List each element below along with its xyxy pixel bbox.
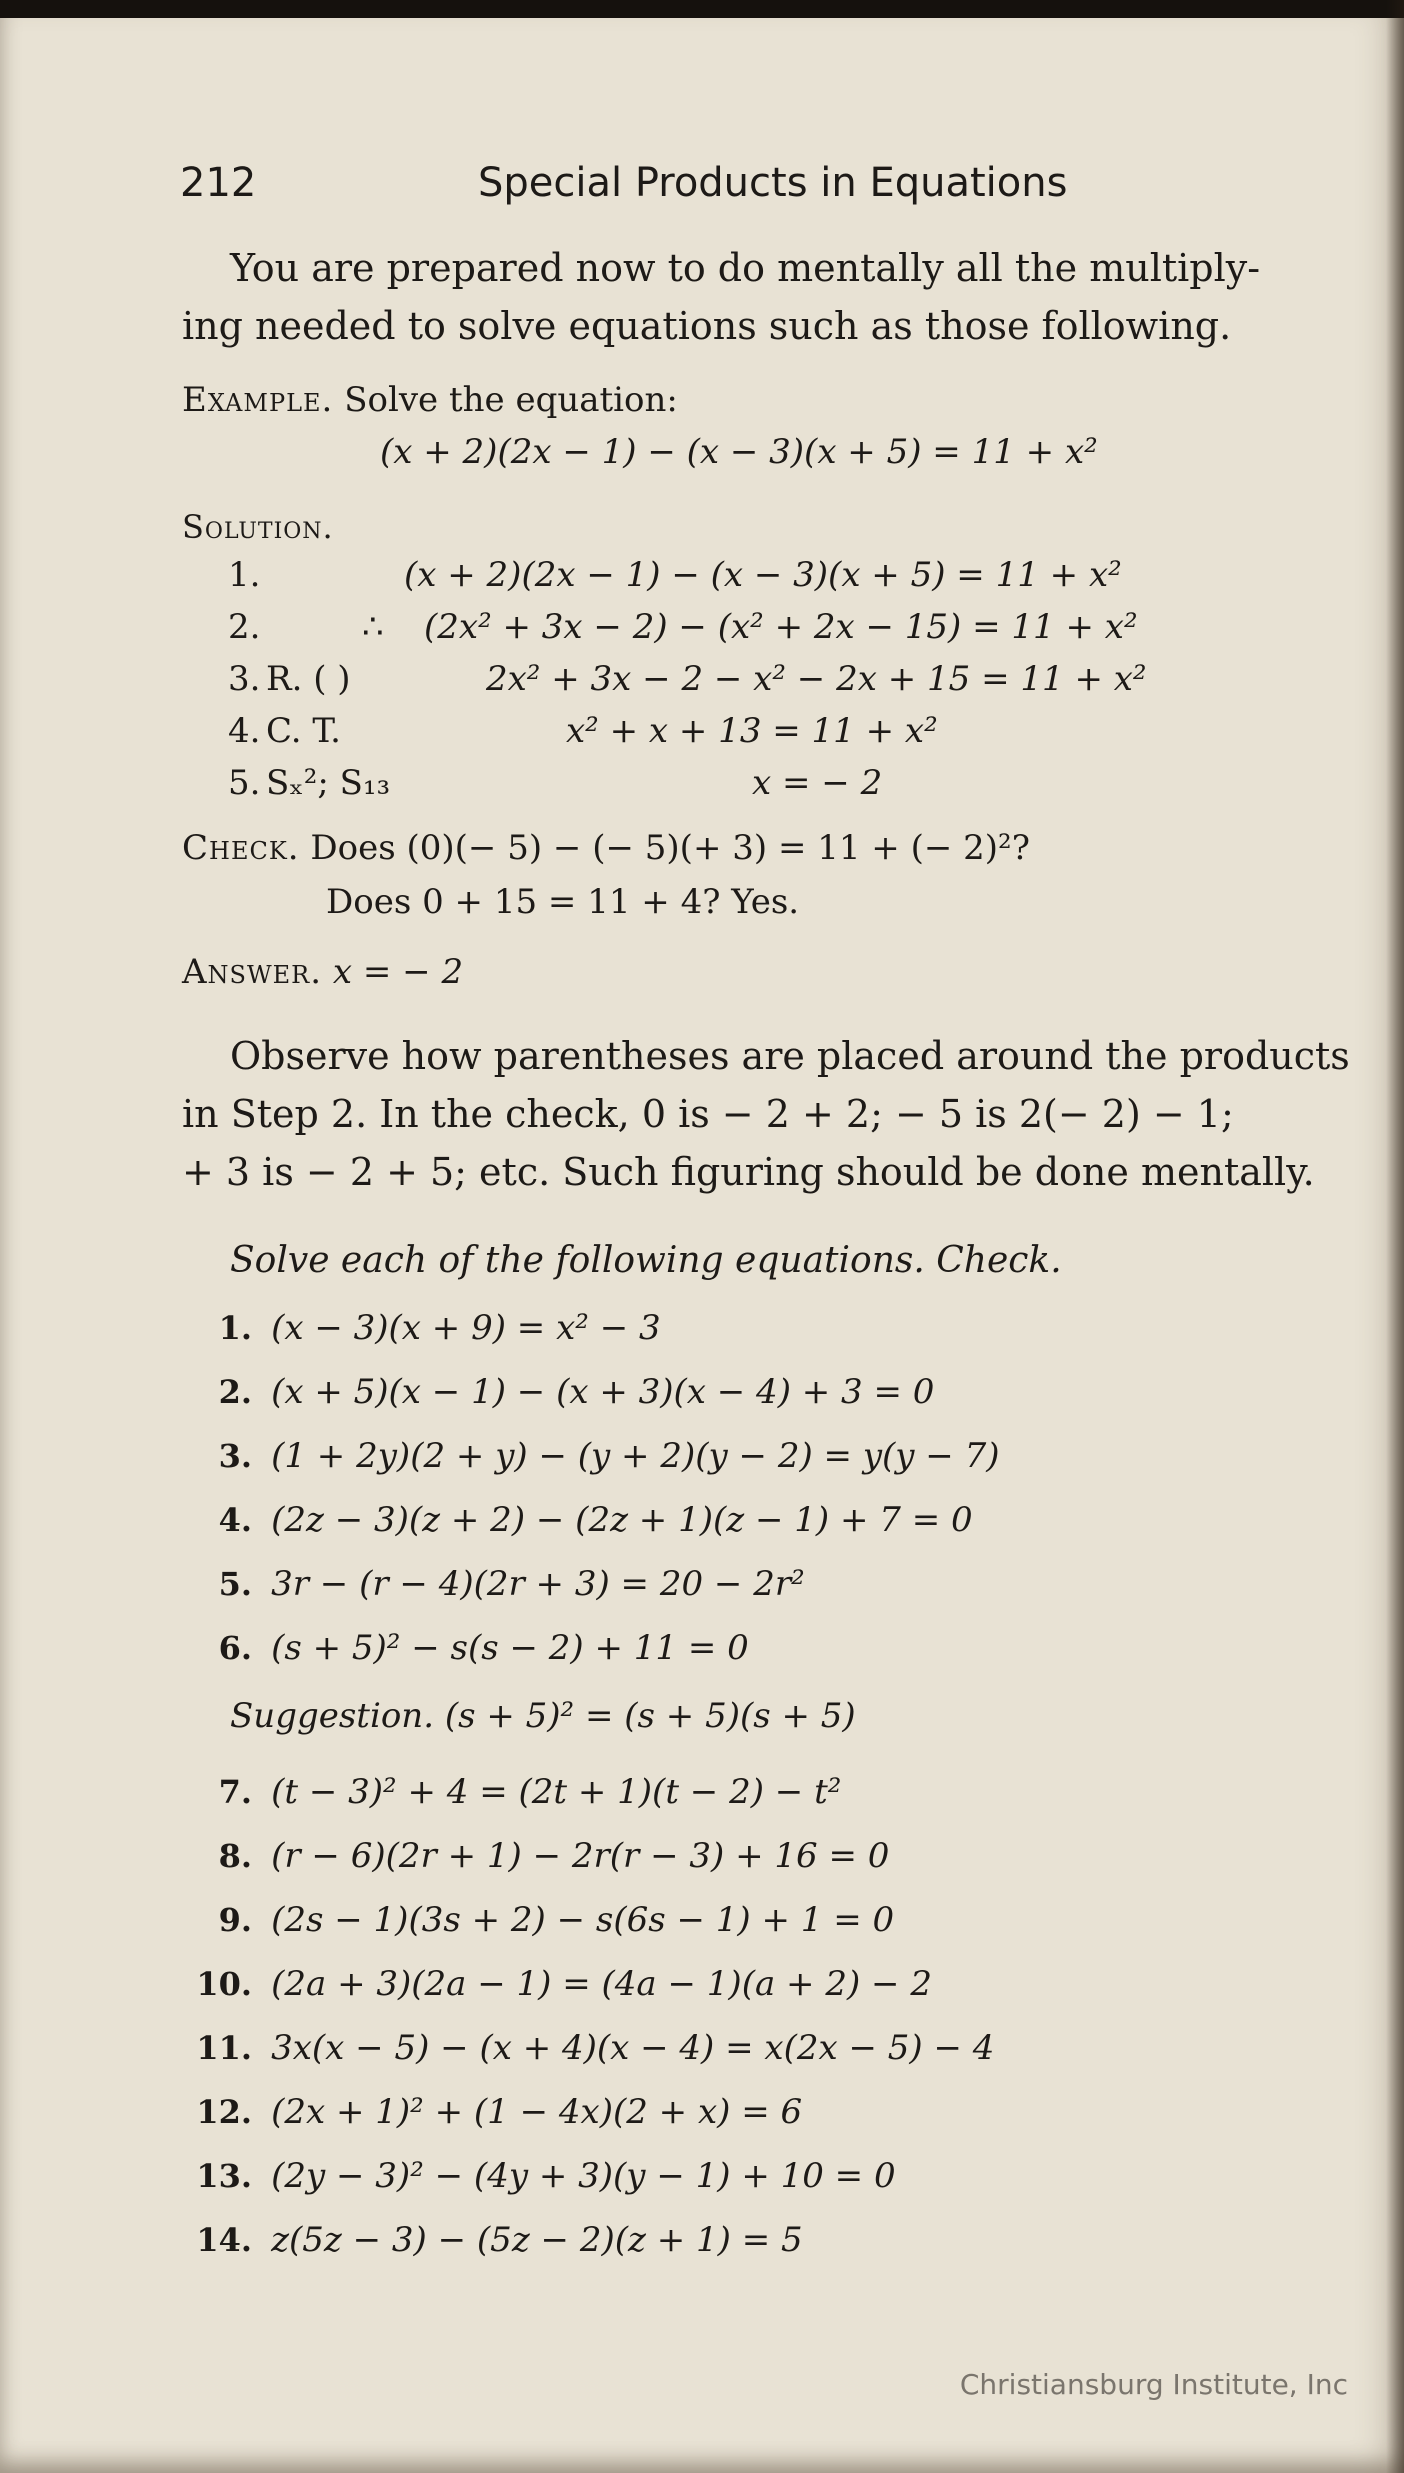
exercise-number: 6. [218,1629,252,1667]
step-number: 4. [228,711,261,751]
observe-line-3: + 3 is − 2 + 5; etc. Such figuring should be done mentally. [182,1150,1315,1194]
exercise-number: 14. [196,2221,252,2259]
exercise-number: 10. [196,1965,252,2003]
solution-label: Solution. [182,508,334,546]
exercise-item [192,1500,973,1540]
example-equation: (x + 2)(2x − 1) − (x − 3)(x + 5) = 11 + x² [380,432,1098,472]
step-expression: (x + 2)(2x − 1) − (x − 3)(x + 5) = 11 + x² [404,555,1122,595]
answer-line [182,952,463,992]
step-reason: R. ( ) [266,659,351,699]
exercise-item [192,1436,1000,1476]
exercise-number: 3. [218,1437,252,1475]
step-number: 3. [228,659,261,699]
exercise-item [192,2092,802,2132]
exercise-number: 13. [196,2157,252,2195]
exercise-expression: (2a + 3)(2a − 1) = (4a − 1)(a + 2) − 2 [271,1964,932,2004]
exercise-number: 1. [218,1309,252,1347]
intro-line-2: ing needed to solve equations such as those following. [182,304,1232,348]
page-title: Special Products in Equations [478,160,1068,206]
exercise-expression: (x + 5)(x − 1) − (x + 3)(x − 4) + 3 = 0 [271,1372,935,1412]
exercise-expression: (2x + 1)² + (1 − 4x)(2 + x) = 6 [271,2092,803,2132]
suggestion-line [230,1696,856,1736]
step-number: 1. [228,555,261,595]
exercise-expression: z(5z − 3) − (5z − 2)(z + 1) = 5 [271,2220,803,2260]
watermark: Christiansburg Institute, Inc [959,2368,1348,2401]
exercise-item [192,2028,994,2068]
exercise-item [192,1628,749,1668]
exercise-number: 9. [218,1901,252,1939]
answer-text: x = − 2 [332,952,464,992]
exercise-expression: (r − 6)(2r + 1) − 2r(r − 3) + 16 = 0 [271,1836,890,1876]
page-number: 212 [180,160,257,206]
exercise-expression: (1 + 2y)(2 + y) − (y + 2)(y − 2) = y(y − 7) [271,1436,1000,1476]
suggestion-text: (s + 5)² = (s + 5)(s + 5) [444,1696,856,1736]
check-line-1 [182,828,1030,868]
exercise-number: 11. [196,2029,252,2067]
exercise-item [192,1836,889,1876]
exercise-expression: (s + 5)² − s(s − 2) + 11 = 0 [271,1628,749,1668]
example-label: Example. [182,380,334,420]
check-label: Check. [182,828,300,868]
therefore-symbol: ∴ [362,607,384,647]
exercise-number: 2. [218,1373,252,1411]
exercise-item [192,1308,661,1348]
exercise-item [192,1900,894,1940]
observe-line-2: in Step 2. In the check, 0 is − 2 + 2; − 5 is 2(− 2) − 1; [182,1092,1234,1136]
step-reason: Sₓ²; S₁₃ [266,763,391,803]
step-expression: 2x² + 3x − 2 − x² − 2x + 15 = 11 + x² [486,659,1147,699]
check-line-2: Does 0 + 15 = 11 + 4? Yes. [326,882,800,922]
step-number: 2. [228,607,261,647]
exercise-item [192,1964,932,2004]
exercise-item [192,1772,841,1812]
check-text-1: Does (0)(− 5) − (− 5)(+ 3) = 11 + (− 2)²? [310,828,1030,868]
exercise-expression: (2z − 3)(z + 2) − (2z + 1)(z − 1) + 7 = 0 [271,1500,973,1540]
example-text: Solve the equation: [344,380,678,420]
step-expression: x = − 2 [752,763,883,803]
exercise-item [192,1372,934,1412]
observe-line-1: Observe how parentheses are placed around the products [230,1034,1350,1078]
exercise-item [192,2156,896,2196]
exercise-expression: (x − 3)(x + 9) = x² − 3 [271,1308,661,1348]
step-reason: C. T. [266,711,341,751]
exercise-expression: (2s − 1)(3s + 2) − s(6s − 1) + 1 = 0 [271,1900,895,1940]
exercise-item [192,2220,803,2260]
exercise-item [192,1564,805,1604]
step-number: 5. [228,763,261,803]
exercise-expression: (t − 3)² + 4 = (2t + 1)(t − 2) − t² [271,1772,842,1812]
exercise-expression: 3x(x − 5) − (x + 4)(x − 4) = x(2x − 5) − 4 [271,2028,995,2068]
step-expression: (2x² + 3x − 2) − (x² + 2x − 15) = 11 + x² [424,607,1138,647]
answer-label: Answer. [182,952,323,992]
exercise-number: 8. [218,1837,252,1875]
exercise-number: 5. [218,1565,252,1603]
exercise-number: 12. [196,2093,252,2131]
exercise-number: 7. [218,1773,252,1811]
example-block [182,372,678,428]
exercise-instruction: Solve each of the following equations. Check. [230,1240,1062,1281]
exercise-expression: 3r − (r − 4)(2r + 3) = 20 − 2r² [271,1564,805,1604]
intro-line-1: You are prepared now to do mentally all the multiply- [230,246,1261,290]
suggestion-label: Suggestion. [230,1696,434,1736]
step-expression: x² + x + 13 = 11 + x² [566,711,938,751]
exercise-number: 4. [218,1501,252,1539]
exercise-expression: (2y − 3)² − (4y + 3)(y − 1) + 10 = 0 [271,2156,896,2196]
